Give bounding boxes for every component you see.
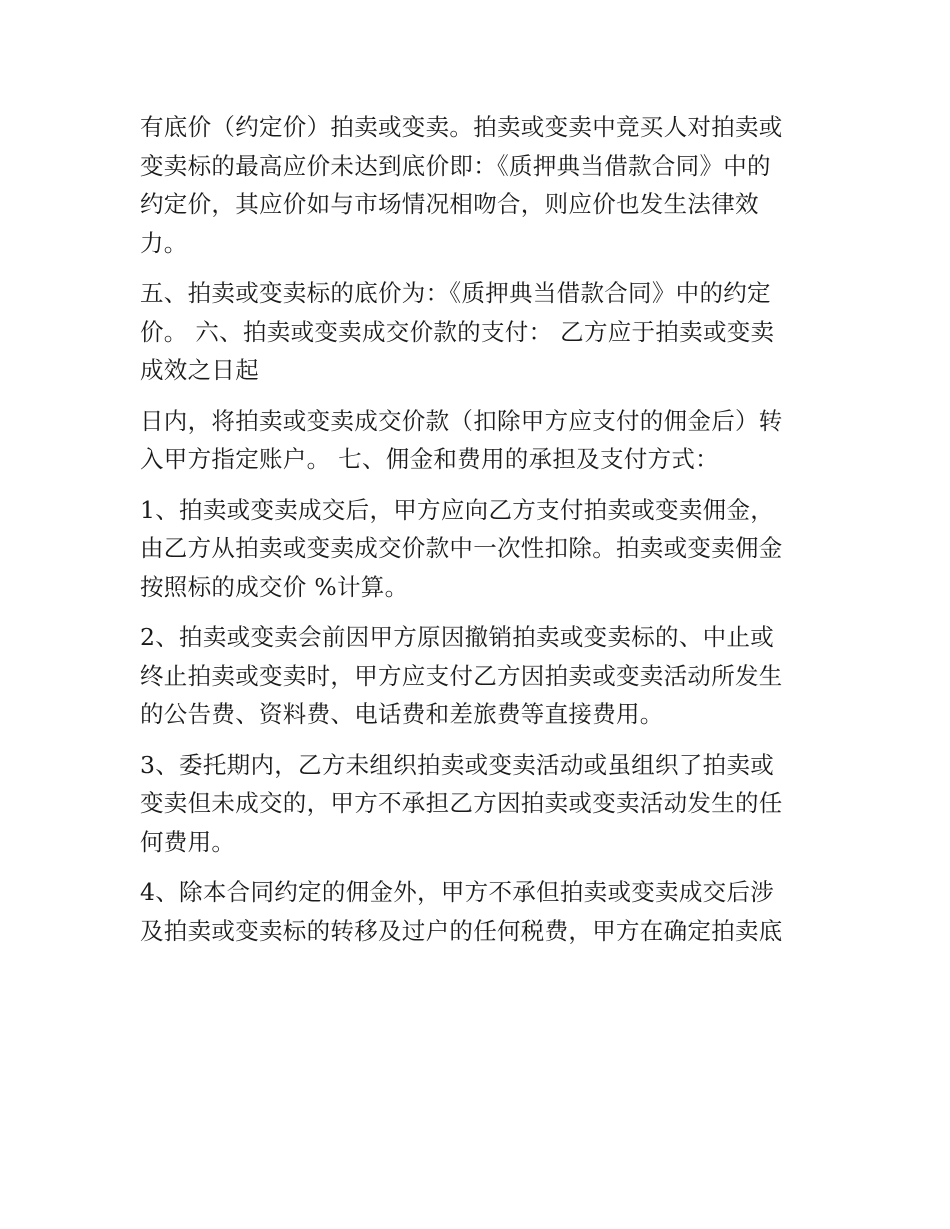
- text-line: 约定价，其应价如与市场情况相吻合，则应价也发生法律效: [140, 190, 759, 218]
- text-line: 日内，将拍卖或变卖成交价款（扣除甲方应支付的佣金后）转: [140, 406, 783, 435]
- paragraph-clause-3: [140, 746, 840, 862]
- text-line: 1、拍卖或变卖成交后，甲方应向乙方支付拍卖或变卖佣金，: [140, 495, 775, 524]
- text-line: 力。: [140, 228, 188, 257]
- text-line: 的公告费、资料费、电话费和差旅费等直接费用。: [140, 700, 664, 728]
- paragraph-section-seven: [140, 402, 840, 479]
- text-line: 及拍卖或变卖标的转移及过户的任何税费，甲方在确定拍卖底: [140, 916, 783, 945]
- paragraph-gap: [140, 390, 840, 402]
- paragraph-gap: [140, 861, 840, 873]
- paragraph-clause-4: [140, 873, 840, 950]
- paragraph-gap: [140, 479, 840, 491]
- paragraph-gap: [140, 606, 840, 618]
- document-body: [140, 108, 840, 950]
- paragraph-section-five-six: [140, 274, 840, 390]
- text-line: 由乙方从拍卖或变卖成交价款中一次性扣除。拍卖或变卖佣金: [140, 534, 783, 562]
- text-line: 成效之日起: [140, 356, 259, 384]
- text-line: 3、委托期内，乙方未组织拍卖或变卖活动或虽组织了拍卖或: [140, 750, 775, 779]
- text-line: 终止拍卖或变卖时，甲方应支付乙方因拍卖或变卖活动所发生: [140, 661, 783, 690]
- text-line: 2、拍卖或变卖会前因甲方原因撤销拍卖或变卖标的、中止或: [140, 623, 775, 651]
- paragraph-clause-1: [140, 491, 840, 607]
- text-line: 变卖标的最高应价未达到底价即：《质押典当借款合同》中的: [140, 151, 771, 180]
- paragraph-reserve-price: [140, 108, 840, 262]
- text-line: 按照标的成交价 %计算。: [140, 572, 409, 601]
- paragraph-clause-2: [140, 618, 840, 734]
- paragraph-gap: [140, 734, 840, 746]
- text-line: 4、除本合同约定的佣金外，甲方不承但拍卖或变卖成交后涉: [140, 878, 775, 906]
- text-line: 有底价（约定价）拍卖或变卖。拍卖或变卖中竞买人对拍卖或: [140, 113, 783, 141]
- text-line: 入甲方指定账户。 七、佣金和费用的承担及支付方式：: [140, 445, 719, 473]
- text-line: 何费用。: [140, 827, 236, 856]
- text-line: 五、拍卖或变卖标的底价为：《质押典当借款合同》中的约定: [140, 279, 771, 307]
- paragraph-gap: [140, 262, 840, 274]
- text-line: 变卖但未成交的，甲方不承担乙方因拍卖或变卖活动发生的任: [140, 789, 783, 817]
- text-line: 价。 六、拍卖或变卖成交价款的支付： 乙方应于拍卖或变卖: [140, 317, 775, 346]
